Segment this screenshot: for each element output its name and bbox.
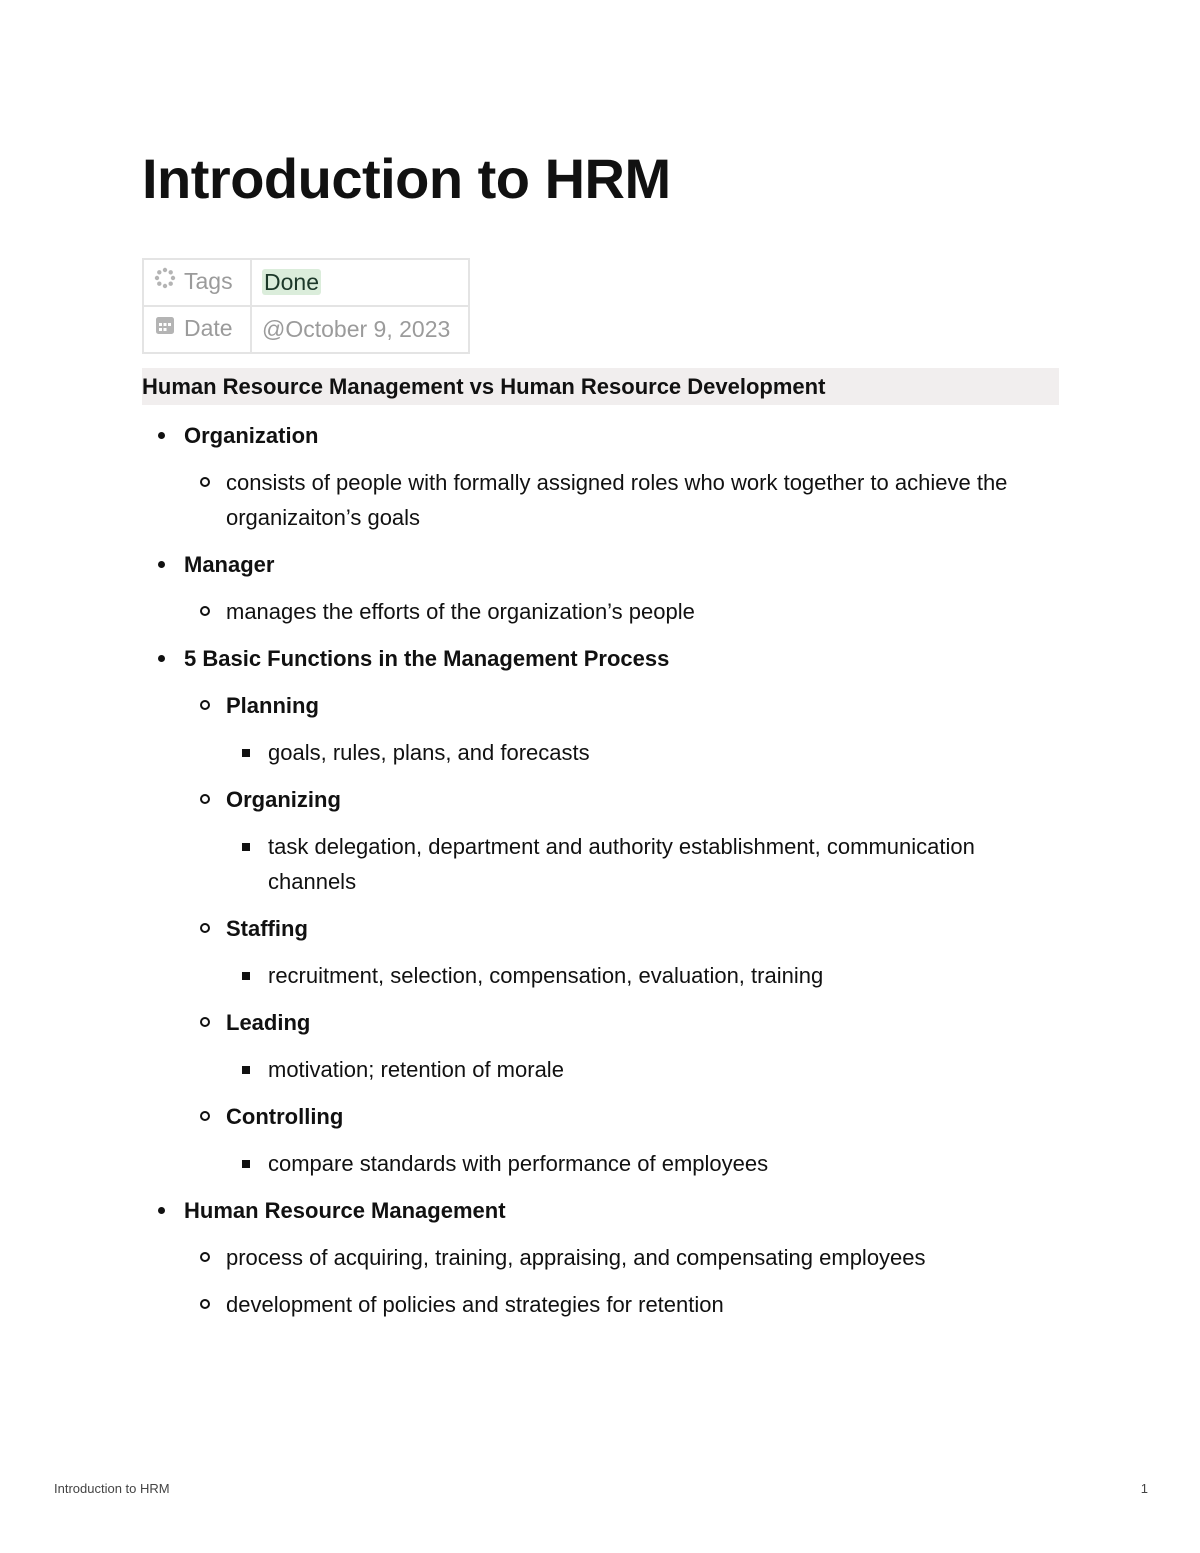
bullet-disc-icon [158,1207,165,1214]
list-item [184,782,1042,899]
property-key-date [143,306,251,353]
list-item [184,594,1042,629]
list-item [142,418,1042,535]
bullet-square-icon [242,972,250,980]
sub-sub-list [226,1052,1042,1087]
bullet-square-icon [242,843,250,851]
list-item [226,735,1042,770]
bullet-disc-icon [158,561,165,568]
item-text: consists of people with formally assigned roles who work together to achieve the organizaiton’s goals [226,470,1008,530]
list-item [226,958,1042,993]
status-tag[interactable]: Done [264,269,319,295]
sub-sub-list [226,1146,1042,1181]
list-item [142,547,1042,629]
list-item [226,1146,1042,1181]
bullet-circle-icon [200,606,210,616]
property-row-tags [143,259,469,306]
bullet-disc-icon [158,432,165,439]
page-title: Introduction to HRM [142,147,671,210]
item-heading: 5 Basic Functions in the Management Process [184,646,670,671]
sub-list [184,688,1042,1181]
function-label: Leading [226,1010,311,1035]
property-key-tags [143,259,251,306]
bullet-circle-icon [200,1299,210,1309]
item-heading: Human Resource Management [184,1198,506,1223]
sub-list [184,465,1042,535]
list-item [184,1287,1042,1322]
outline-list [142,418,1042,1322]
outline [142,418,1042,1334]
list-item [142,1193,1042,1322]
property-label-date: Date [184,315,233,342]
bullet-circle-icon [200,1111,210,1121]
bullet-square-icon [242,1160,250,1168]
list-item [226,1052,1042,1087]
sub-sub-list [226,735,1042,770]
list-item [184,1099,1042,1181]
list-item [184,1240,1042,1275]
sub-sub-list [226,958,1042,993]
bullet-circle-icon [200,1252,210,1262]
footer-page-number: 1 [1140,1481,1148,1496]
item-text: manages the efforts of the organization’s people [226,599,695,624]
function-label: Planning [226,693,319,718]
list-item [226,829,1042,899]
bullet-circle-icon [200,923,210,933]
calendar-icon [154,314,176,342]
item-text: task delegation, department and authority establishment, communication channels [268,834,975,894]
item-text: compare standards with performance of employees [268,1151,769,1176]
item-heading: Manager [184,552,275,577]
footer-doc-title: Introduction to HRM [54,1481,170,1496]
properties-table [142,258,470,354]
sub-list [184,1240,1042,1322]
bullet-circle-icon [200,700,210,710]
loader-icon [154,267,176,295]
item-text: recruitment, selection, compensation, evaluation, training [268,963,824,988]
list-item [184,911,1042,993]
list-item [184,465,1042,535]
list-item [184,1005,1042,1087]
bullet-square-icon [242,749,250,757]
bullet-circle-icon [200,477,210,487]
list-item [184,688,1042,770]
bullet-circle-icon [200,1017,210,1027]
property-label-tags: Tags [184,268,233,295]
list-item [142,641,1042,1181]
bullet-circle-icon [200,794,210,804]
item-text: development of policies and strategies for retention [226,1292,724,1317]
property-value-date[interactable] [251,306,469,353]
date-value[interactable]: @October 9, 2023 [262,316,451,342]
function-label: Staffing [226,916,308,941]
item-text: goals, rules, plans, and forecasts [268,740,590,765]
property-value-tags[interactable] [251,259,469,306]
item-text: process of acquiring, training, appraising, and compensating employees [226,1245,926,1270]
function-label: Controlling [226,1104,344,1129]
property-row-date [143,306,469,353]
sub-list [184,594,1042,629]
section-heading: Human Resource Management vs Human Resource Development [142,368,1059,405]
bullet-square-icon [242,1066,250,1074]
sub-sub-list [226,829,1042,899]
item-heading: Organization [184,423,319,448]
item-text: motivation; retention of morale [268,1057,564,1082]
bullet-disc-icon [158,655,165,662]
function-label: Organizing [226,787,341,812]
